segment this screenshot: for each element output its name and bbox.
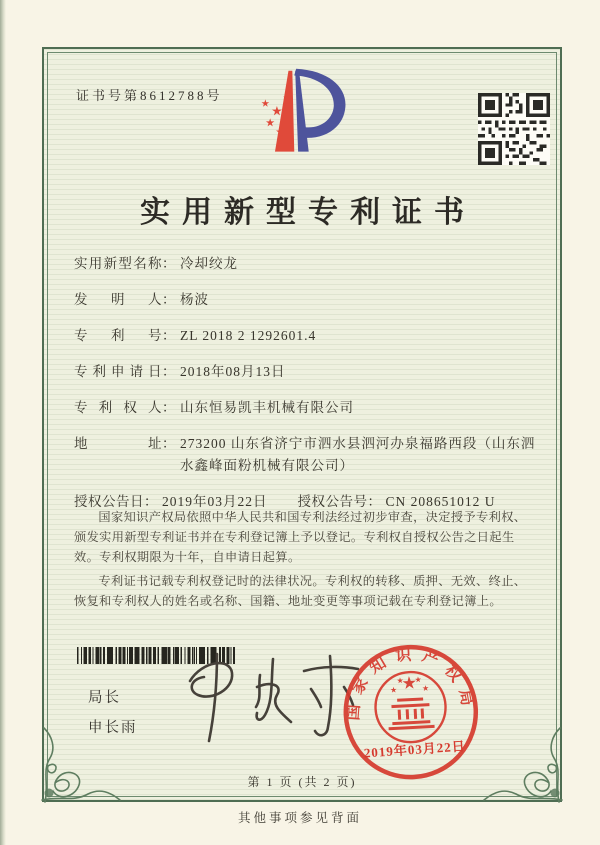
field-row-filing-date — [74, 361, 536, 383]
legal-paragraph: 国家知识产权局依照中华人民共和国专利法经过初步审查，决定授予专利权、颁发实用新型专利证书并在专利登记簿上予以登记。专利权自授权公告之日起生效。专利权期限为十年，自申请日起算。 — [74, 510, 527, 564]
field-row-patent-no — [74, 325, 536, 347]
grant-no-value: CN 208651012 U — [385, 494, 496, 509]
field-label: 专利申请日 — [74, 364, 162, 379]
field-label: 专利号 — [74, 328, 162, 343]
qr-code — [478, 93, 550, 165]
footer-note: 其他事项参见背面 — [237, 811, 362, 825]
field-colon: ： — [162, 364, 176, 379]
director-title: 局长 — [88, 690, 121, 706]
official-seal — [336, 637, 490, 794]
seal-date: 2019年03月22日 — [363, 738, 467, 761]
field-value: 273200 山东省济宁市泗水县泗河办泉福路西段（山东泗水鑫峰面粉机械有限公司） — [180, 436, 536, 473]
grant-date-label: 授权公告日 — [74, 494, 144, 509]
field-colon: ： — [162, 400, 176, 415]
legal-paragraph: 专利证书记载专利权登记时的法律状况。专利权的转移、质押、无效、终止、恢复和专利权人的姓名或名称、国籍、地址变更等事项记载在专利登记簿上。 — [74, 574, 527, 608]
field-colon: ： — [162, 328, 176, 343]
field-row-inventor — [74, 289, 536, 311]
grant-no-label: 授权公告号 — [297, 494, 368, 509]
field-row-patentee — [74, 397, 536, 419]
grant-date-value: 2019年03月22日 — [162, 494, 268, 509]
legal-text — [74, 507, 532, 615]
field-label: 发明人 — [74, 292, 162, 307]
field-label: 专利权人 — [74, 400, 162, 415]
seal-ring-text: 国家知识产权局 — [345, 646, 477, 722]
field-colon: ： — [367, 494, 382, 509]
scan-edge — [0, 0, 6, 845]
field-colon: ： — [144, 494, 158, 509]
director-block — [88, 683, 138, 743]
field-value: 2018年08月13日 — [180, 364, 286, 379]
field-value: 冷却绞龙 — [180, 256, 238, 271]
field-row-name — [74, 253, 536, 275]
seal-graphic-icon — [336, 637, 485, 786]
field-row-address — [74, 433, 536, 477]
certificate-number: 证书号第8612788号 — [76, 88, 223, 103]
page-number: 第 1 页 (共 2 页) — [247, 775, 357, 789]
field-label: 实用新型名称 — [74, 256, 162, 271]
field-value: 山东恒易凯丰机械有限公司 — [180, 400, 354, 415]
field-value: 杨波 — [180, 292, 209, 307]
field-colon: ： — [162, 292, 176, 307]
field-colon: ： — [162, 436, 176, 451]
field-label: 地址 — [74, 436, 162, 451]
field-value: ZL 2018 2 1292601.4 — [180, 328, 317, 343]
field-colon: ： — [162, 256, 176, 271]
cnipa-logo-icon — [236, 63, 366, 169]
national-emblem-icon — [374, 670, 448, 744]
certificate-title: 实用新型专利证书 — [140, 196, 476, 229]
certificate-frame — [42, 47, 562, 802]
field-list — [74, 253, 536, 527]
director-name: 申长雨 — [88, 720, 138, 736]
